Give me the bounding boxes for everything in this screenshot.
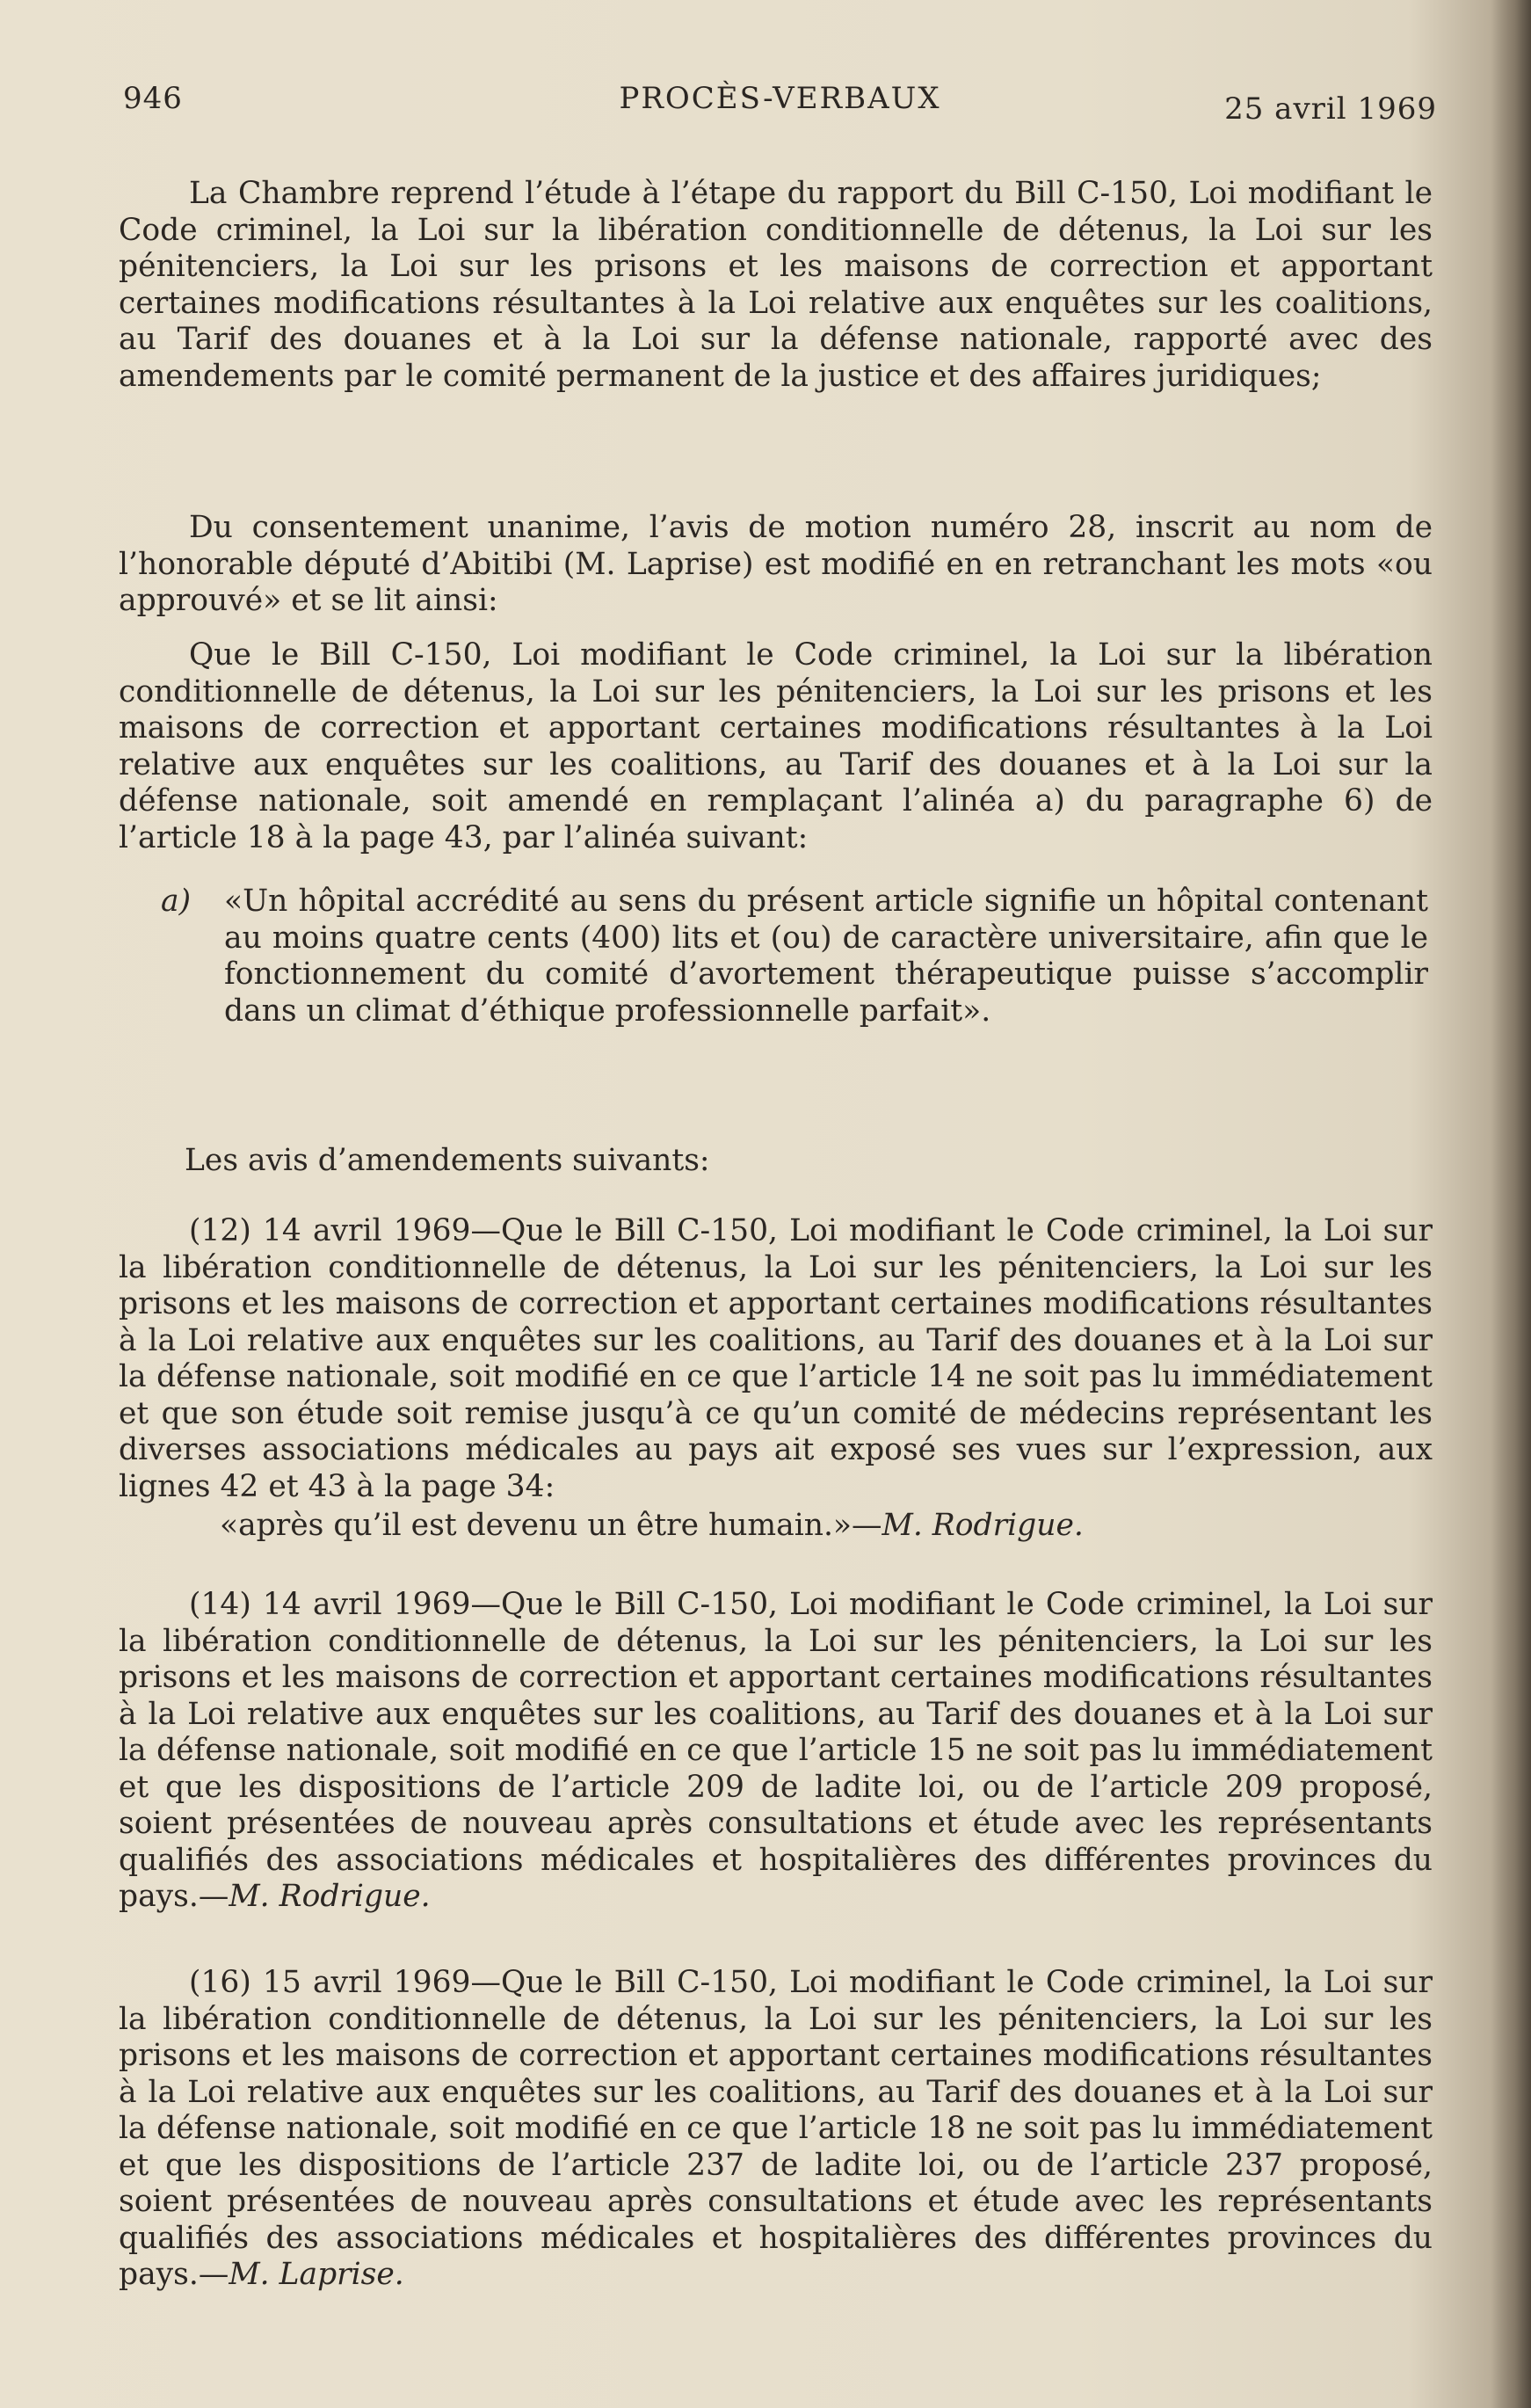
notice-12-quote [220, 1508, 1362, 1545]
paragraph-motion-text: Que le Bill C-150, Loi modifiant le Code criminel, la Loi sur la libération conditionnelle de détenus, la Loi sur les pénitenciers, la Loi sur les prisons et les maisons de correction et apportant certaines modifications résultantes à la Loi relative aux enquêtes sur les coalitions, au Tarif des douanes et à la Loi sur la défense nationale, soit amendé en remplaçant l’alinéa a) du paragraphe 6) de l’article 18 à la page 43, par l’alinéa suivant: [119, 637, 1433, 855]
item-marker: a) [161, 884, 192, 919]
page-header [123, 81, 1437, 134]
header-date: 25 avril 1969 [1224, 91, 1437, 127]
notice-16 [119, 1965, 1433, 2294]
notice-14-signer: M. Rodrigue. [229, 1879, 431, 1914]
notices-heading: Les avis d’amendements suivants: [185, 1143, 710, 1178]
quoted-expression: «après qu’il est devenu un être humain.»— [220, 1508, 882, 1543]
amendment-item-a [161, 884, 1428, 1029]
notice-12-signer: M. Rodrigue. [882, 1508, 1084, 1543]
page-number: 946 [123, 81, 183, 116]
paragraph-report-stage: La Chambre reprend l’étude à l’étape du rapport du Bill C-150, Loi modifiant le Code criminel, la Loi sur la libération conditionnelle de détenus, la Loi sur les pénitenciers, la Loi sur les prisons et les maisons de correction et apportant certaines modifications résultantes à la Loi relative aux enquêtes sur les coalitions, au Tarif des douanes et à la Loi sur la défense nationale, rapporté avec des amendements par le comité permanent de la justice et des affaires juridiques; [119, 176, 1433, 394]
notice-16-text: (16) 15 avril 1969—Que le Bill C-150, Loi modifiant le Code criminel, la Loi sur la libération conditionnelle de détenus, la Loi sur les pénitenciers, la Loi sur les prisons et les maisons de correction et apportant certaines modifications résultantes à la Loi relative aux enquêtes sur les coalitions, au Tarif des douanes et à la Loi sur la défense nationale, soit modifié en ce que l’article 18 ne soit pas lu immédiatement et que les dispositions de l’article 237 de ladite loi, ou de l’article 237 proposé, soient présentées de nouveau après consultations et étude avec les représentants qualifiés des associations médicales et hospitalières des différentes provinces du pays.— [119, 1965, 1433, 2292]
notice-12 [119, 1213, 1433, 1505]
paragraph-unanimous-consent: Du consentement unanime, l’avis de motion numéro 28, inscrit au nom de l’honorable député d’Abitibi (M. Laprise) est modifié en en retranchant les mots «ou approuvé» et se lit ainsi: [119, 510, 1433, 618]
notice-14-text: (14) 14 avril 1969—Que le Bill C-150, Loi modifiant le Code criminel, la Loi sur la libération conditionnelle de détenus, la Loi sur les pénitenciers, la Loi sur les prisons et les maisons de correction et apportant certaines modifications résultantes à la Loi relative aux enquêtes sur les coalitions, au Tarif des douanes et à la Loi sur la défense nationale, soit modifié en ce que l’article 15 ne soit pas lu immédiatement et que les dispositions de l’article 209 de ladite loi, ou de l’article 209 proposé, soient présentées de nouveau après consultations et étude avec les représentants qualifiés des associations médicales et hospitalières des différentes provinces du pays.— [119, 1587, 1433, 1914]
book-spine-shadow [1491, 0, 1531, 2408]
item-text: «Un hôpital accrédité au sens du présent article signifie un hôpital contenant au moins quatre cents (400) lits et (ou) de caractère universitaire, afin que le fonctionnement du comité d’avortement thérapeutique puisse s’accomplir dans un climat d’éthique professionnelle parfait». [224, 884, 1428, 1029]
notice-14 [119, 1587, 1433, 1916]
notice-16-signer: M. Laprise. [229, 2257, 404, 2292]
notice-12-text: (12) 14 avril 1969—Que le Bill C-150, Loi modifiant le Code criminel, la Loi sur la libération conditionnelle de détenus, la Loi sur les pénitenciers, la Loi sur les prisons et les maisons de correction et apportant certaines modifications résultantes à la Loi relative aux enquêtes sur les coalitions, au Tarif des douanes et à la Loi sur la défense nationale, soit modifié en ce que l’article 14 ne soit pas lu immédiatement et que son étude soit remise jusqu’à ce qu’un comité de médecins représentant les diverses associations médicales au pays ait exposé ses vues sur l’expression, aux lignes 42 et 43 à la page 34: [119, 1213, 1433, 1504]
running-title: PROCÈS-VERBAUX [619, 81, 941, 116]
